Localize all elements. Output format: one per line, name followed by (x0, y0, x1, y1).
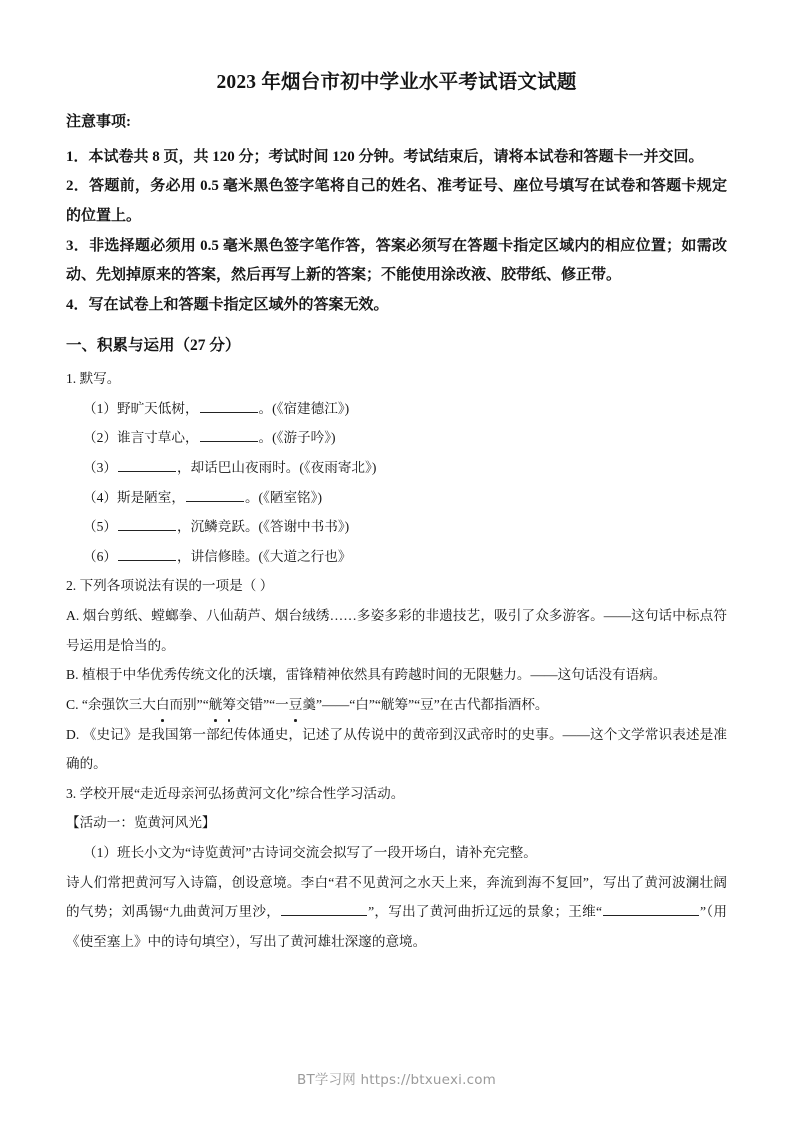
question-2-stem: 2. 下列各项说法有误的一项是（ ） (66, 578, 274, 594)
notice-item-1: 1．本试卷共 8 页，共 120 分；考试时间 120 分钟。考试结束后，请将本试卷和答题卡一并交回。 (66, 148, 704, 165)
item-number: （3） (83, 459, 117, 475)
question-1-item-5 (66, 512, 727, 542)
activity-heading: 【活动一：览黄河风光】 (66, 815, 216, 831)
item-text-after: ，却话巴山夜雨时。(《夜雨寄北》) (176, 459, 377, 475)
answer-blank[interactable] (200, 429, 258, 443)
question-1-item-2 (66, 423, 727, 453)
question-1-item-6 (66, 542, 727, 572)
item-text-after: ，讲信修睦。(《大道之行也》 (176, 548, 352, 564)
answer-blank[interactable] (281, 903, 367, 917)
notice-heading: 注意事项: (66, 114, 131, 131)
emphasis-char-gong: 觥 (209, 690, 223, 720)
question-2-option-c[interactable] (66, 690, 727, 720)
site-watermark: BT学习网 https://btxuexi.com (296, 1072, 497, 1088)
section-heading: 一、积累与运用（27 分） (66, 336, 241, 354)
notice-item-2: 2．答题前，务必用 0.5 毫米黑色签字笔将自己的姓名、准考证号、座位号填写在试卷和答题卡规定的位置上。 (66, 178, 727, 224)
question-2-option-a[interactable]: A. 烟台剪纸、螳螂拳、八仙葫芦、烟台绒绣……多姿多彩的非遗技艺，吸引了众多游客。——这句话中标点符号运用是恰当的。 (66, 608, 727, 653)
option-c-part-4: 羹”——“白”“觥筹”“豆”在古代都指酒杯。 (302, 696, 549, 712)
passage-part-2: ”，写出了黄河曲折辽远的景象；王维 (368, 904, 596, 920)
option-c-part-2: 而别”“ (169, 696, 209, 712)
answer-blank[interactable] (118, 518, 176, 532)
question-1-item-1 (66, 394, 727, 424)
item-number: （1） (83, 400, 117, 416)
answer-blank[interactable] (118, 547, 176, 561)
answer-blank[interactable] (200, 399, 258, 413)
question-3-stem: 3. 学校开展“走近母亲河弘扬黄河文化”综合性学习活动。 (66, 785, 405, 801)
item-text-after: ，沉鳞竞跃。(《答谢中书书》) (176, 519, 350, 535)
passage-part-3: “ (596, 904, 603, 920)
item-number: （5） (83, 519, 117, 535)
item-text-before: 斯是陋室， (116, 489, 185, 505)
question-3-passage (66, 868, 727, 957)
answer-blank[interactable] (603, 903, 699, 917)
option-c-part-3: 交错”“一 (235, 696, 289, 712)
question-1-item-3 (66, 453, 727, 483)
emphasis-char-bai: 白 (156, 690, 170, 720)
emphasis-char-chou: 筹 (222, 690, 236, 720)
page-title: 2023 年烟台市初中学业水平考试语文试题 (216, 72, 577, 93)
item-text-after: 。(《游子吟》) (258, 430, 336, 446)
item-number: （2） (83, 430, 117, 446)
item-text-before: 野旷天低树， (116, 400, 199, 416)
item-number: （4） (83, 489, 117, 505)
question-1-item-4 (66, 483, 727, 513)
item-text-after: 。(《陋室铭》) (244, 489, 322, 505)
question-2-option-b[interactable]: B. 植根于中华优秀传统文化的沃壤，雷锋精神依然具有跨越时间的无限魅力。——这句话没有语病。 (66, 667, 667, 683)
question-1-stem: 1. 默写。 (66, 371, 121, 387)
item-text-before: 谁言寸草心， (116, 430, 199, 446)
answer-blank[interactable] (118, 458, 176, 472)
question-3-sub-1: （1）班长小文为“诗览黄河”古诗词交流会拟写了一段开场白，请补充完整。 (83, 845, 537, 861)
emphasis-char-dou: 豆 (289, 690, 303, 720)
passage-part-4: ”（用《使至塞上》中的诗句填空），写出了黄河雄壮深邃的意境。 (66, 904, 727, 949)
passage-part-1: 诗人们常把黄河写入诗篇，创设意境。李白“君不见黄河之水天上来，奔流到海不复回”，写出了黄河波澜壮阔的气势；刘禹锡“九曲黄河万里沙， (66, 874, 727, 920)
notice-item-3: 3．非选择题必须用 0.5 毫米黑色签字笔作答，答案必须写在答题卡指定区域内的相应位置；如需改动、先划掉原来的答案，然后再写上新的答案；不能使用涂改液、胶带纸、修正带。 (66, 237, 727, 284)
item-number: （6） (83, 548, 117, 564)
question-2-option-d[interactable]: D. 《史记》是我国第一部纪传体通史，记述了从传说中的黄帝到汉武帝时的史事。——这个文学常识表述是准确的。 (66, 726, 727, 772)
notice-item-4: 4．写在试卷上和答题卡指定区域外的答案无效。 (66, 296, 389, 313)
item-text-after: 。(《宿建德江》) (258, 400, 350, 416)
answer-blank[interactable] (186, 488, 244, 502)
option-c-part-1: C. “余强饮三大 (66, 696, 156, 712)
